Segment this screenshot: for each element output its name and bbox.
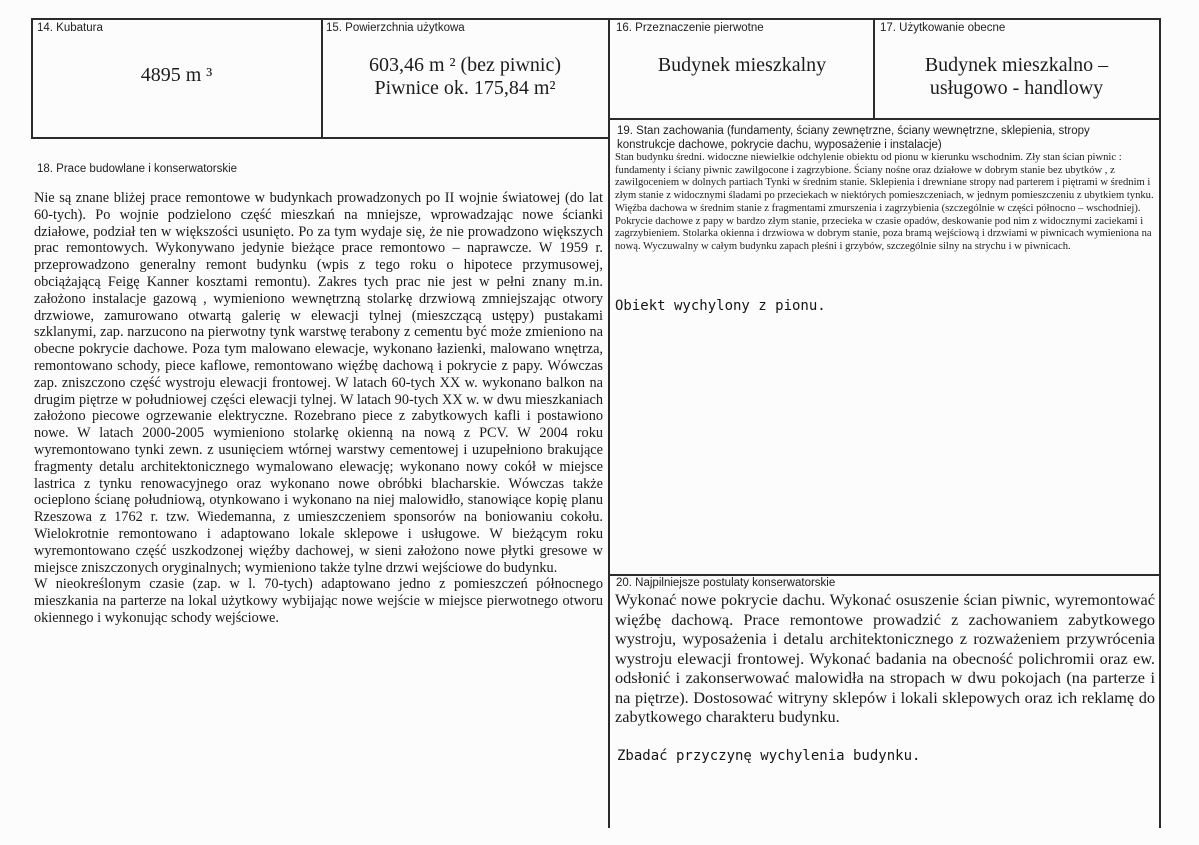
field-15-line1: 603,46 m ² (bez piwnic) bbox=[368, 54, 562, 76]
field-17-line1: Budynek mieszkalno – bbox=[924, 54, 1109, 76]
field-18-paragraph-2: W nieokreślonym czasie (zap. w l. 70-tych) adaptowano jedno z pomieszczeń północnego mieszkania na parterze na lokal użytkowy wybijając nowe wejście w miejsce pierwotnego otworu okiennego i wykonując schody wejściowe. bbox=[34, 576, 603, 626]
field-19-text: Stan budynku średni. widoczne niewielkie odchylenie obiektu od pionu w kierunku wschodnim. Zły stan ścian piwnic : fundamenty i ściany piwnic zawilgocone i zagrzybione. Ściany nośne oraz działowe w dobrym stanie bez ubytków , z zawilgoceniem w dolnych partiach Tynki w średnim stanie. Sklepienia i drewniane stropy nad parterem i piętrami w średnim i złym stanie z widocznymi śladami po przeciekach w niektórych pomieszczeniach, w jednym pomieszczeniu z ubytkiem tynku. Więźba dachowa w średnim stanie z fragmentami zmurszenia i zagrzybienia (szczególnie w części północno – wschodniej). Pokrycie dachowe z papy w bardzo złym stanie, przecieka w czasie opadów, deskowanie pod nim z widocznymi zaciekami i zagrzybieniem. Stolarka okienna i drzwiowa w dobrym stanie, poza bramą wejściową i drzwiami w piwnicach wymieniona na nową. Wyczuwalny w całym budynku zapach pleśni i grzybów, szczególnie silny na strychu i w piwnicach. bbox=[615, 152, 1154, 252]
divider-15-16 bbox=[608, 18, 610, 828]
divider-16-17 bbox=[873, 18, 875, 118]
frame-top-line bbox=[31, 18, 1161, 20]
field-14-label: 14. Kubatura bbox=[37, 22, 103, 34]
field-15-label: 15. Powierzchnia użytkowa bbox=[326, 22, 465, 34]
field-14-value: 4895 m ³ bbox=[140, 64, 213, 86]
divider-14-15 bbox=[321, 18, 323, 138]
field-19-handwritten-note: Obiekt wychylony z pionu. bbox=[615, 298, 826, 314]
field-18-paragraph-1: Nie są znane bliżej prace remontowe w budynkach prowadzonych po II wojnie światowej (do lat 60-tych). Po wojnie podzielono część mieszkań na mniejsze, wprowadzając nowe ścianki działowe, podział ten w większości usunięto. Po za tym wydaje się, że nie prowadzono większych prac remontowych. Wykonywano jedynie bieżące prace remontowo – naprawcze. W 1959 r. przeprowadzono generalny remont budynku (wpis z tego roku o hipotece przymusowej, obciążającą Feigę Kanner kosztami remontu). Zakres tych prac nie jest w pełni znany m.in. założono instalacje gazową , wymieniono wewnętrzną stolarkę drzwiową zmniejszając otwory drzwiowe, zamurowano otwartą galerię w elewacji tylnej (mieszczącą ustępy) pustakami szklanymi, zap. narzucono na pierwotny tynk warstwę terabony z cementu być może zmieniono na obecne pokrycie dachowe. Poza tym malowano elewacje, wykonano łazienki, malowano wnętrza, remontowano schody, piece kaflowe, remontowano więźbę dachową i pokrycie z papy. Wówczas zap. zniszczono część wystroju elewacji frontowej. W latach 60-tych XX w. wykonano balkon na drugim piętrze w południowej części elewacji tylnej. W latach 90-tych XX w. w dwu mieszkaniach założono piecowe ogrzewanie elektryczne. Rozebrano piece z zabytkowych kafli i postawiono nowe. W latach 2000-2005 wymieniono stolarkę okienną na nową z PCV. W 2004 roku wyremontowano tynki zewn. z usunięciem wtórnej warstwy cementowej i uzupełniono brakujące fragmenty detalu architektonicznego wymalowano elewację; wykonano nowy cokół w miejsce lastrica z tynku renowacyjnego oraz wykonano nowe obróbki blacharskie. Wówczas także ocieplono ścianę południową, otynkowano i wykonano na niej malowidło, stanowiące kopię planu Rzeszowa z 1762 r. tzw. Wiedemanna, z umieszczeniem sponsorów na boniowaniu cokołu. Wielokrotnie remontowano i adaptowano lokale sklepowe i usługowe. W bieżącym roku wyremontowano część uszkodzonej więźby dachowej, w sieni założono nowe płytki gresowe w miejsce zniszczonych oryginalnych; wymieniono także tylne drzwi wejściowe do budynku. bbox=[34, 190, 603, 576]
field-16-label: 16. Przeznaczenie pierwotne bbox=[616, 22, 764, 34]
field-20-label: 20. Najpilniejsze postulaty konserwatorskie bbox=[616, 577, 836, 589]
field-17-label: 17. Użytkowanie obecne bbox=[880, 22, 1006, 34]
field-20-handwritten-note: Zbadać przyczynę wychylenia budynku. bbox=[617, 748, 921, 764]
frame-left-line bbox=[31, 18, 33, 138]
field-15-line2: Piwnice ok. 175,84 m² bbox=[374, 77, 556, 99]
divider-row1-right bbox=[608, 118, 1161, 120]
field-19-label: 19. Stan zachowania (fundamenty, ściany zewnętrzne, ściany wewnętrzne, sklepienia, stropy konstrukcje dachowe, pokrycie dachu, wyposażenie i instalacje) bbox=[617, 125, 1090, 151]
divider-row1-left bbox=[31, 137, 610, 139]
frame-right-line bbox=[1159, 18, 1161, 828]
field-16-value: Budynek mieszkalny bbox=[657, 54, 827, 76]
field-18-label: 18. Prace budowlane i konserwatorskie bbox=[37, 163, 238, 175]
field-18-text bbox=[34, 190, 603, 627]
field-17-line2: usługowo - handlowy bbox=[929, 77, 1104, 99]
field-20-text: Wykonać nowe pokrycie dachu. Wykonać osuszenie ścian piwnic, wyremontować więźbę dachową. Prace remontowe prowadzić z zachowaniem zabytkowego wystroju, wyposażenia i detalu architektonicznego z rozważeniem przywrócenia wystroju elewacji frontowej. Wykonać badania na obecność polichromii oraz ew. odsłonić i zakonserwować malowidła na stropach w dwu pokojach (na parterze i na piętrze). Dostosować witryny sklepów i lokali sklepowych oraz ich reklamę do zabytkowego charakteru budynku. bbox=[615, 590, 1155, 726]
